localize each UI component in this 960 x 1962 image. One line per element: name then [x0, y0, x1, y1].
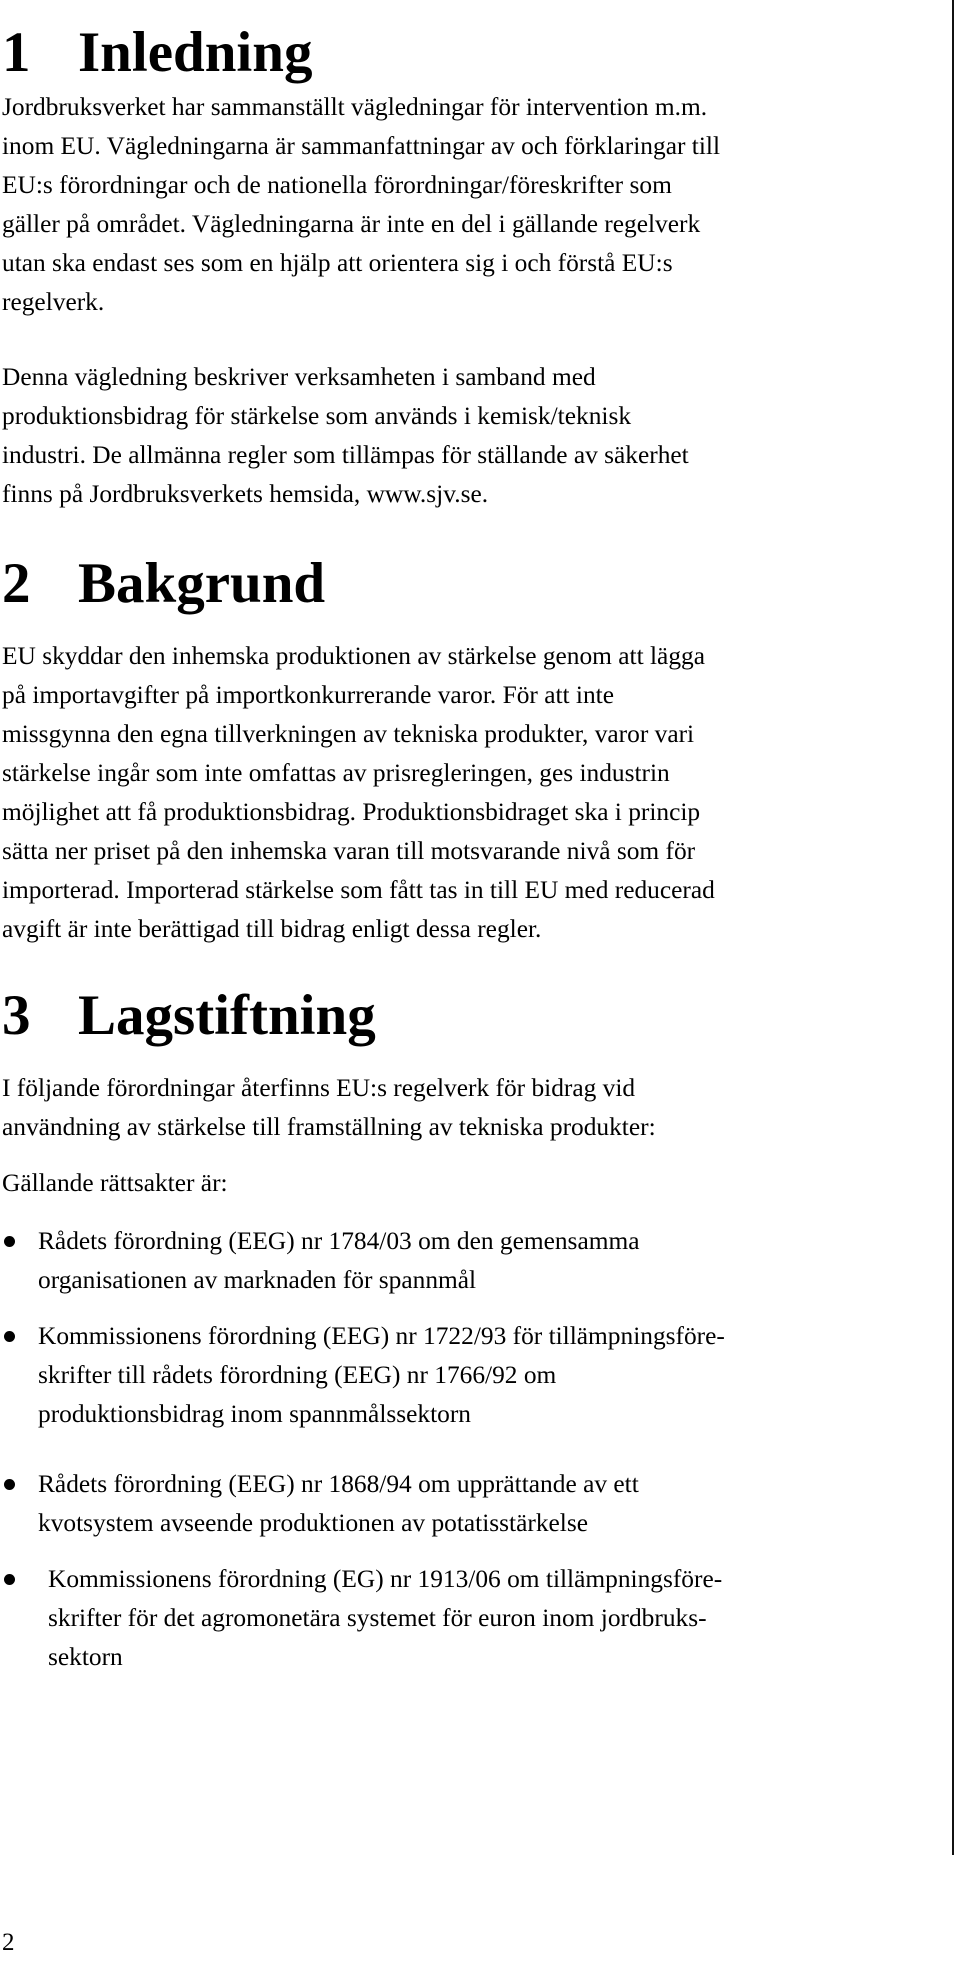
- text-line: regelverk.: [2, 288, 105, 316]
- text-line: produktionsbidrag för stärkelse som används i kemisk/teknisk: [2, 402, 632, 430]
- text-line: skrifter för det agromonetära systemet för euron inom jordbruks-: [48, 1604, 707, 1632]
- text-line: inom EU. Vägledningarna är sammanfattningar av och förklaringar till: [2, 132, 720, 160]
- text-line: utan ska endast ses som en hjälp att orientera sig i och förstå EU:s: [2, 249, 673, 277]
- section-3-title: Lagstiftning: [78, 984, 376, 1047]
- section-1-paragraph-2: [2, 358, 942, 514]
- section-1-title: Inledning: [78, 21, 313, 84]
- section-1-paragraph-1: [2, 88, 942, 322]
- text-line: stärkelse ingår som inte omfattas av prisregleringen, ges industrin: [2, 759, 670, 787]
- section-1-heading: [2, 21, 313, 84]
- text-line: skrifter till rådets förordning (EEG) nr 1766/92 om: [38, 1361, 557, 1389]
- margin-rule: [952, 0, 954, 1855]
- text-line: Denna vägledning beskriver verksamheten i samband med: [2, 363, 596, 391]
- section-3-paragraph-2: [2, 1164, 942, 1203]
- text-line: kvotsystem avseende produktionen av potatisstärkelse: [38, 1509, 589, 1537]
- text-line: Rådets förordning (EEG) nr 1868/94 om upprättande av ett: [38, 1470, 639, 1498]
- text-line: produktionsbidrag inom spannmålssektorn: [38, 1400, 472, 1428]
- section-2-paragraph-1: [2, 637, 942, 949]
- section-3-heading: [2, 984, 376, 1047]
- text-line: I följande förordningar återfinns EU:s regelverk för bidrag vid: [2, 1074, 636, 1102]
- bullet-icon: [4, 1574, 15, 1585]
- text-line: Kommissionens förordning (EEG) nr 1722/93 för tillämpningsföre-: [38, 1322, 725, 1350]
- text-line: sätta ner priset på den inhemska varan till motsvarande nivå som för: [2, 837, 696, 865]
- text-line: EU:s förordningar och de nationella förordningar/föreskrifter som: [2, 171, 672, 199]
- text-line: missgynna den egna tillverkningen av tekniska produkter, varor vari: [2, 720, 695, 748]
- section-3-number: 3: [2, 984, 31, 1047]
- text-line: importerad. Importerad stärkelse som fått tas in till EU med reducerad: [2, 876, 715, 904]
- text-line: möjlighet att få produktionsbidrag. Produktionsbidraget ska i princip: [2, 798, 701, 826]
- text-line: finns på Jordbruksverkets hemsida, www.sjv.se.: [2, 480, 489, 508]
- text-line: organisationen av marknaden för spannmål: [38, 1266, 477, 1294]
- page-number: 2: [2, 1929, 15, 1956]
- bullet-icon: [4, 1331, 15, 1342]
- text-line: Kommissionens förordning (EG) nr 1913/06 om tillämpningsföre-: [48, 1565, 723, 1593]
- regulation-text: [38, 1317, 725, 1434]
- regulation-text: [38, 1222, 639, 1300]
- text-line: EU skyddar den inhemska produktionen av stärkelse genom att lägga: [2, 642, 705, 670]
- text-line: avgift är inte berättigad till bidrag enligt dessa regler.: [2, 915, 542, 943]
- text-line: Gällande rättsakter är:: [2, 1169, 228, 1197]
- text-line: användning av stärkelse till framställning av tekniska produkter:: [2, 1113, 656, 1141]
- text-line: industri. De allmänna regler som tillämpas för ställande av säkerhet: [2, 441, 689, 469]
- bullet-icon: [4, 1479, 15, 1490]
- text-line: Jordbruksverket har sammanställt vägledningar för intervention m.m.: [2, 93, 708, 121]
- regulation-text: [38, 1465, 639, 1543]
- regulation-text: [48, 1560, 722, 1677]
- section-3-paragraph-1: [2, 1069, 942, 1147]
- section-2-number: 2: [2, 552, 31, 615]
- text-line: gäller på området. Vägledningarna är inte en del i gällande regelverk: [2, 210, 701, 238]
- section-2-heading: [2, 552, 326, 615]
- section-2-title: Bakgrund: [78, 552, 326, 615]
- text-line: på importavgifter på importkonkurrerande varor. För att inte: [2, 681, 615, 709]
- text-line: Rådets förordning (EEG) nr 1784/03 om den gemensamma: [38, 1227, 640, 1255]
- section-1-number: 1: [2, 21, 31, 84]
- bullet-icon: [4, 1236, 15, 1247]
- text-line: sektorn: [48, 1643, 123, 1671]
